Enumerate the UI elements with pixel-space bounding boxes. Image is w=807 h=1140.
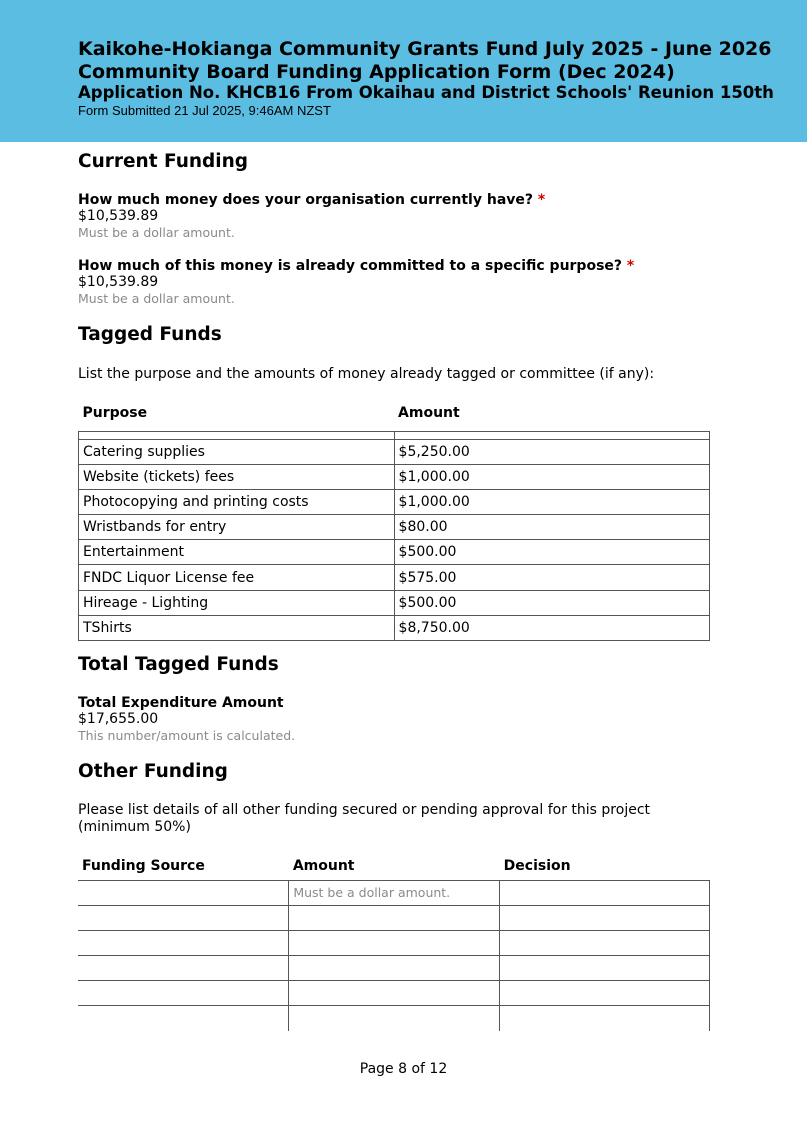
hint-calculated: This number/amount is calculated. [78,728,296,743]
purpose-cell: TShirts [79,615,395,640]
section-heading-tagged-funds: Tagged Funds [78,324,222,345]
table-row [79,439,710,464]
amount-cell: $1,000.00 [394,464,709,489]
section-heading-other-funding: Other Funding [78,761,228,782]
column-header-amount: Amount [398,405,460,421]
column-header-purpose: Purpose [82,405,148,421]
funding-source-cell [78,930,289,955]
amount-placeholder: Must be a dollar amount. [293,884,451,900]
amount-cell [289,956,500,981]
question-label: How much money does your organisation currently have? [78,192,534,208]
amount-cell [289,905,500,930]
table-row [79,590,710,615]
amount-cell [289,1006,500,1031]
decision-cell [500,1006,710,1031]
purpose-cell: Catering supplies [79,439,395,464]
total-expenditure-label: Total Expenditure Amount [78,695,284,711]
amount-cell [289,930,500,955]
funding-source-cell [78,956,289,981]
amount-cell: $5,250.00 [394,439,709,464]
table-row [78,905,710,930]
decision-cell [500,981,710,1006]
other-funding-intro: Please list details of all other funding secured or pending approval for this project (minimum 50%) [78,802,651,835]
purpose-cell: FNDC Liquor License fee [79,565,395,590]
decision-cell [500,905,710,930]
table-row-spacer [79,431,710,439]
hint-dollar-amount: Must be a dollar amount. [78,291,235,306]
table-row [79,515,710,540]
decision-cell [500,956,710,981]
submitted-timestamp: Form Submitted 21 Jul 2025, 9:46AM NZST [78,103,331,118]
column-header-decision: Decision [503,858,571,874]
amount-cell: $500.00 [394,590,709,615]
section-heading-current-funding: Current Funding [78,151,249,172]
required-marker: * [537,192,546,208]
form-header [0,0,807,142]
decision-cell [500,880,710,905]
amount-cell: $80.00 [394,515,709,540]
funding-source-cell [78,880,289,905]
column-header-amount: Amount [292,858,355,874]
application-number: Application No. KHCB16 From Okaihau and District Schools' Reunion 150th [78,83,774,102]
table-row [79,464,710,489]
table-row [79,540,710,565]
amount-cell: $500.00 [394,540,709,565]
decision-cell [500,930,710,955]
total-expenditure-value: $17,655.00 [78,711,159,727]
tagged-funds-table [78,405,710,641]
amount-cell: $8,750.00 [394,615,709,640]
purpose-cell: Entertainment [79,540,395,565]
table-row [78,930,710,955]
question-committed-money [78,258,634,274]
table-row [78,956,710,981]
funding-source-cell [78,1006,289,1031]
answer-committed-money: $10,539.89 [78,274,159,290]
required-marker: * [626,258,635,274]
form-subtitle: Community Board Funding Application Form (Dec 2024) [78,61,675,83]
other-funding-table [78,858,710,1031]
amount-cell: $1,000.00 [394,489,709,514]
section-heading-total-tagged: Total Tagged Funds [78,654,279,675]
question-current-money [78,192,545,208]
amount-cell: $575.00 [394,565,709,590]
table-row [79,565,710,590]
funding-source-cell [78,905,289,930]
table-row [78,880,710,905]
amount-cell [289,981,500,1006]
question-label: How much of this money is already committed to a specific purpose? [78,258,623,274]
tagged-funds-intro: List the purpose and the amounts of money already tagged or committee (if any): [78,366,655,382]
funding-source-cell [78,981,289,1006]
table-row [78,981,710,1006]
table-row [79,489,710,514]
purpose-cell: Wristbands for entry [79,515,395,540]
hint-dollar-amount: Must be a dollar amount. [78,225,235,240]
page-number: Page 8 of 12 [359,1061,448,1077]
column-header-funding-source: Funding Source [82,858,205,874]
form-title: Kaikohe-Hokianga Community Grants Fund July 2025 - June 2026 [78,38,772,60]
purpose-cell: Photocopying and printing costs [79,489,395,514]
table-row [79,615,710,640]
answer-current-money: $10,539.89 [78,208,159,224]
amount-cell [289,880,500,905]
table-row [78,1006,710,1031]
purpose-cell: Hireage - Lighting [79,590,395,615]
purpose-cell: Website (tickets) fees [79,464,395,489]
